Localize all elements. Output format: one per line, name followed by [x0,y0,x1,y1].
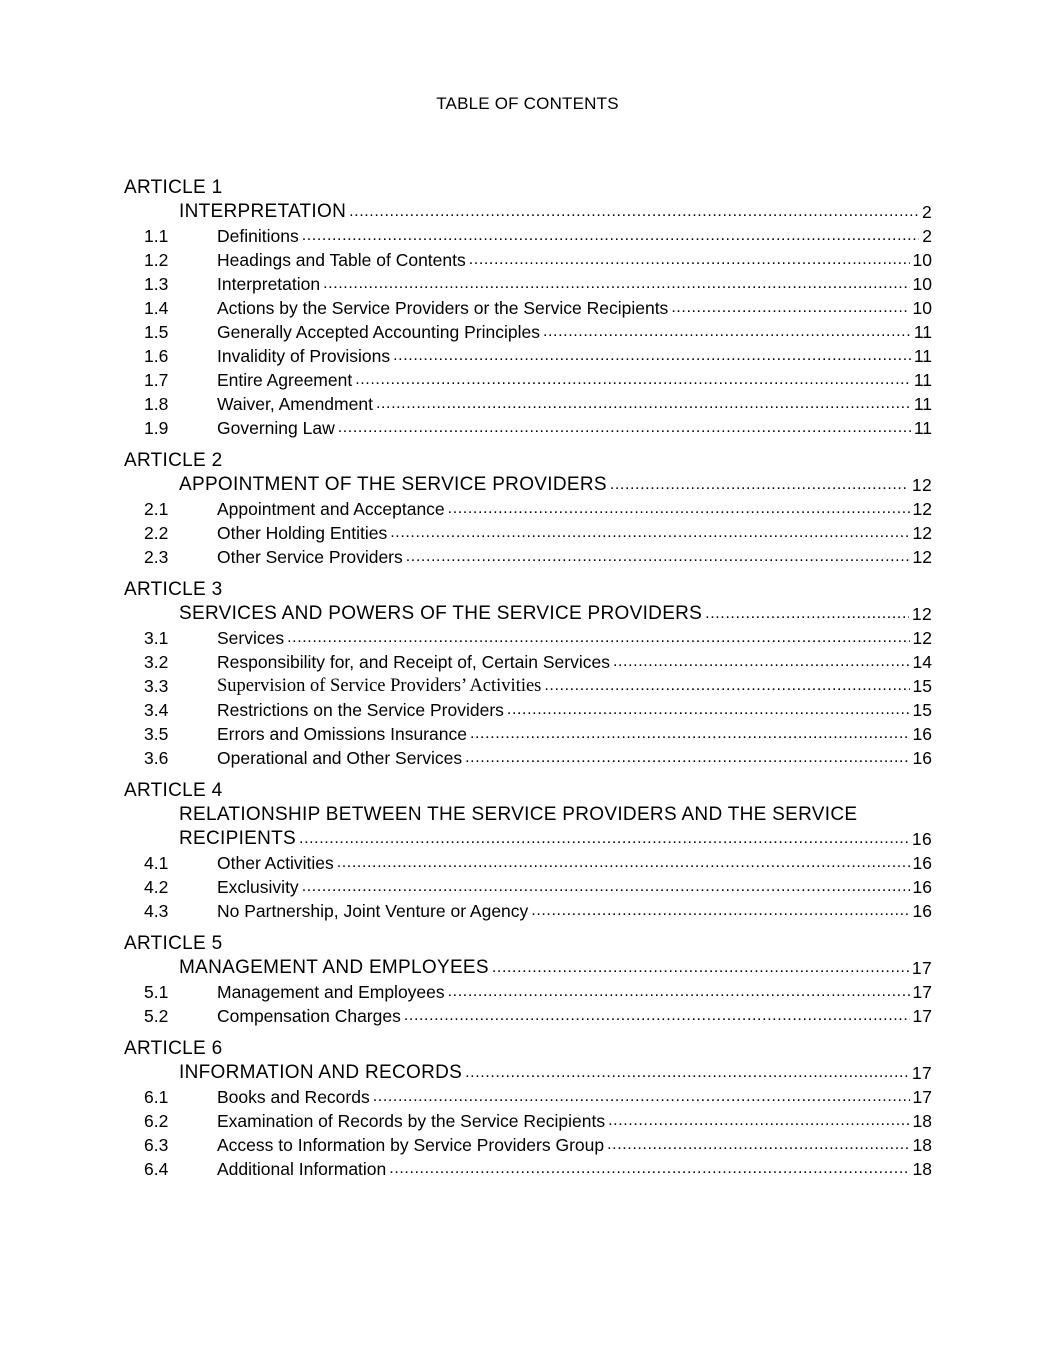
page-number: 18 [912,1111,932,1131]
toc-entry-section[interactable] [124,1109,932,1133]
dot-leader [406,545,910,569]
toc-entry-section[interactable] [124,416,932,440]
section-title: Responsibility for, and Receipt of, Certain Services [217,652,610,672]
page-number: 12 [912,523,932,543]
article-label: ARTICLE 1 [124,177,223,198]
dot-leader [705,602,909,626]
toc-entry-section[interactable] [124,1085,932,1109]
page-number: 12 [911,475,932,495]
article-label: ARTICLE 5 [124,933,223,954]
page-number: 18 [912,1135,932,1155]
toc-entry-section[interactable] [124,296,932,320]
section-title: Examination of Records by the Service Recipients [217,1111,606,1131]
article-3 [124,578,932,770]
page-number: 17 [912,982,932,1002]
article-label: ARTICLE 3 [124,579,223,600]
toc-entry-section[interactable] [124,674,932,698]
toc-entry-article-heading[interactable] [124,827,932,851]
section-number: 1.3 [144,274,169,294]
section-title: Appointment and Acceptance [217,499,445,519]
section-title: Interpretation [217,274,321,294]
page-number: 16 [912,901,932,921]
toc-entry-section[interactable] [124,851,932,875]
dot-leader [543,320,911,344]
section-number: 4.3 [144,901,169,921]
page-number: 16 [912,853,932,873]
section-number: 1.1 [144,226,169,246]
toc-entry-section[interactable] [124,320,932,344]
section-number: 3.1 [144,628,169,648]
section-title: Definitions [217,226,299,246]
toc-entry-section[interactable] [124,344,932,368]
section-number: 2.1 [144,499,169,519]
dot-leader [544,674,909,698]
dot-leader [610,473,909,497]
page-number: 11 [913,370,932,390]
section-title: Invalidity of Provisions [217,346,391,366]
article-heading: APPOINTMENT OF THE SERVICE PROVIDERS [179,474,607,495]
dot-leader [404,1004,910,1028]
article-6 [124,1037,932,1181]
article-heading: MANAGEMENT AND EMPLOYEES [179,957,489,978]
page-number: 16 [912,724,932,744]
article-2 [124,449,932,569]
section-title: Operational and Other Services [217,748,463,768]
dot-leader [287,626,909,650]
section-title: Errors and Omissions Insurance [217,724,467,744]
section-title: Other Service Providers [217,547,403,567]
section-title: Access to Information by Service Providers Group [217,1135,605,1155]
dot-leader [299,827,909,851]
toc-entry-section[interactable] [124,248,932,272]
section-number: 3.6 [144,748,169,768]
page-number: 11 [913,394,932,414]
section-title: Supervision of Service Providers’ Activities [217,676,542,696]
section-title: Management and Employees [217,982,445,1002]
section-number: 1.4 [144,298,169,318]
section-title: Other Holding Entities [217,523,388,543]
dot-leader [613,650,910,674]
dot-leader [531,899,909,923]
toc-entry-section[interactable] [124,650,932,674]
section-number: 3.2 [144,652,169,672]
article-5 [124,932,932,1028]
section-title: Waiver, Amendment [217,394,373,414]
section-number: 6.4 [144,1159,169,1179]
dot-leader [337,851,910,875]
section-number: 6.2 [144,1111,169,1131]
section-number: 3.4 [144,700,169,720]
page-number: 12 [911,604,932,624]
section-number: 1.7 [144,370,169,390]
article-heading: INFORMATION AND RECORDS [179,1062,463,1083]
toc-entry-section[interactable] [124,698,932,722]
article-heading: INTERPRETATION [179,201,347,222]
toc-entry-article-heading[interactable] [124,602,932,626]
section-number: 4.2 [144,877,169,897]
dot-leader [492,956,909,980]
page-number: 2 [922,226,932,246]
dot-leader [448,980,910,1004]
article-heading-line-1[interactable]: RELATIONSHIP BETWEEN THE SERVICE PROVIDERS AND THE SERVICE [179,804,858,825]
toc-entry-section[interactable] [124,899,932,923]
dot-leader [465,746,909,770]
toc-entry-section[interactable] [124,368,932,392]
dot-leader [376,392,911,416]
page-number: 18 [912,1159,932,1179]
toc-entry-section[interactable] [124,497,932,521]
dot-leader [323,272,909,296]
dot-leader [469,248,910,272]
section-title: Governing Law [217,418,335,438]
article-heading-line-2: RECIPIENTS [179,828,297,849]
toc-entry-section[interactable] [124,746,932,770]
toc-entry-section[interactable] [124,545,932,569]
section-number: 1.8 [144,394,169,414]
page-number: 16 [912,877,932,897]
page-number: 15 [912,700,932,720]
section-title: Services [217,628,285,648]
dot-leader [302,875,910,899]
dot-leader [671,296,909,320]
dot-leader [470,722,910,746]
toc-entry-section[interactable] [124,980,932,1004]
section-title: Other Activities [217,853,334,873]
page-number: 14 [912,652,932,672]
dot-leader [389,1157,909,1181]
dot-leader [393,344,911,368]
toc-entry-section[interactable] [124,626,932,650]
dot-leader [465,1061,909,1085]
toc-entry-article-heading[interactable] [124,956,932,980]
section-title: Books and Records [217,1087,370,1107]
toc-entry-section[interactable] [124,392,932,416]
section-number: 6.3 [144,1135,169,1155]
section-number: 1.9 [144,418,169,438]
toc-entry-section[interactable] [124,272,932,296]
section-number: 2.2 [144,523,169,543]
dot-leader [390,521,909,545]
section-number: 6.1 [144,1087,169,1107]
page-number: 16 [912,748,932,768]
section-title: No Partnership, Joint Venture or Agency [217,901,529,921]
toc-entry-section[interactable] [124,875,932,899]
section-number: 3.5 [144,724,169,744]
article-label: ARTICLE 2 [124,450,223,471]
dot-leader [607,1133,909,1157]
article-1 [124,176,932,440]
toc-entry-article-heading[interactable] [124,473,932,497]
section-title: Restrictions on the Service Providers [217,700,504,720]
section-number: 2.3 [144,547,169,567]
section-number: 1.6 [144,346,169,366]
toc-entry-section[interactable] [124,224,932,248]
table-of-contents [124,176,932,1190]
toc-entry-section[interactable] [124,1004,932,1028]
page-number: 11 [913,322,932,342]
dot-leader [373,1085,910,1109]
page-number: 17 [912,1087,932,1107]
section-title: Exclusivity [217,877,299,897]
dot-leader [448,497,910,521]
dot-leader [302,224,920,248]
page-number: 17 [912,1006,932,1026]
dot-leader [608,1109,909,1133]
section-number: 3.3 [144,676,169,696]
article-4 [124,779,932,923]
page-number: 10 [912,298,932,318]
page-number: 12 [912,547,932,567]
toc-entry-article-heading[interactable] [124,1061,932,1085]
page-number: 11 [913,418,932,438]
page-number: 2 [921,202,932,222]
dot-leader [355,368,911,392]
toc-entry-section[interactable] [124,1133,932,1157]
toc-entry-article-heading[interactable] [124,200,932,224]
toc-entry-section[interactable] [124,722,932,746]
page-number: 10 [912,250,932,270]
dot-leader [338,416,911,440]
page-number: 12 [912,499,932,519]
section-number: 5.1 [144,982,169,1002]
dot-leader [507,698,910,722]
section-title: Actions by the Service Providers or the Service Recipients [217,298,669,318]
section-title: Compensation Charges [217,1006,401,1026]
section-title: Headings and Table of Contents [217,250,466,270]
dot-leader [349,200,919,224]
section-number: 5.2 [144,1006,169,1026]
section-number: 4.1 [144,853,169,873]
page-number: 17 [911,1063,932,1083]
page-number: 12 [912,628,932,648]
section-title: Additional Information [217,1159,387,1179]
section-title: Entire Agreement [217,370,353,390]
page-number: 16 [911,829,932,849]
page-number: 11 [913,346,932,366]
article-label: ARTICLE 6 [124,1038,223,1059]
article-heading: SERVICES AND POWERS OF THE SERVICE PROVIDERS [179,603,703,624]
page-title: TABLE OF CONTENTS [436,94,619,113]
section-number: 1.5 [144,322,169,342]
page-number: 17 [911,958,932,978]
article-label: ARTICLE 4 [124,780,223,801]
toc-entry-section[interactable] [124,1157,932,1181]
page-number: 15 [912,676,932,696]
page-number: 10 [912,274,932,294]
section-title: Generally Accepted Accounting Principles [217,322,540,342]
toc-entry-section[interactable] [124,521,932,545]
section-number: 1.2 [144,250,169,270]
